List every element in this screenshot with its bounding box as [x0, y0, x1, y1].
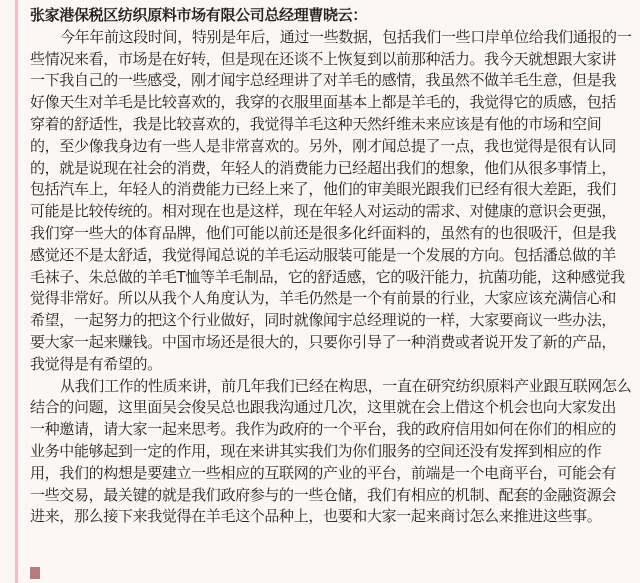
- text-line: 一些交易，最关键的就是我们政府参与的一些仓储，我们有相应的机制、配套的金融资源会: [30, 485, 617, 504]
- text-line: 毛袜子、朱总做的羊毛T恤等羊毛制品，它的舒适感，它的吸汗能力，抗菌功能，这种感觉我: [30, 267, 625, 286]
- text-line: 我们穿一些大的体育品牌，他们可能以前还是很多化纤面料的，虽然有的也很吸汗，但是我: [30, 223, 617, 242]
- speaker-title: 张家港保税区纺织原料市场有限公司总经理曹晓云：: [30, 6, 367, 24]
- text-line: 今年年前这段时间，特别是年后，通过一些数据，包括我们一些口岸单位给我们通报的一: [60, 27, 632, 46]
- text-line: 用，我们的构想是要建立一些相应的互联网的产业的平台，前端是一个电商平台，可能会有: [30, 463, 617, 482]
- end-marker: [30, 567, 40, 579]
- text-line: 些情况来看，市场是在好转，但是现在还谈不上恢复到以前那种活力。我今天就想跟大家讲: [30, 49, 617, 68]
- document-body: [30, 5, 630, 528]
- text-line: 觉得非常好。所以从我个人角度认为，羊毛仍然是一个有前景的行业，大家应该充满信心和: [30, 289, 617, 308]
- paragraph: [30, 376, 630, 529]
- text-line: 进来，那么接下来我觉得在羊毛这个品种上，也要和大家一起来商讨怎么来推进这些事。: [30, 507, 602, 526]
- text-line: 好像天生对羊毛是比较喜欢的，我穿的衣服里面基本上都是羊毛的，我觉得它的质感，包括: [30, 93, 617, 112]
- text-line: 希望，一起努力的把这个行业做好，同时就像闻宇总经理说的一样，大家要商议一些办法，: [30, 311, 617, 330]
- text-line: 从我们工作的性质来讲，前几年我们已经在构思，一直在研究纺织原料产业跟互联网怎么: [60, 376, 632, 395]
- paragraph: [30, 27, 630, 376]
- text-line: 可能是比较传统的。相对现在也是这样，现在年轻人对运动的需求、对健康的意识会更强，: [30, 202, 617, 221]
- text-line: 穿着的舒适性，我是比较喜欢的，我觉得羊毛这种天然纤维未来应该是有他的市场和空间: [30, 114, 602, 133]
- quote-border: [15, 0, 18, 583]
- text-line: 结合的问题，这里面吴会俊吴总也跟我沟通过几次，这里就在会上借这个机会也向大家发出: [30, 398, 617, 417]
- text-line: 我觉得是有希望的。: [30, 354, 162, 373]
- text-line: 一下我自己的一些感受，刚才闻宇总经理讲了对羊毛的感情，我虽然不做羊毛生意，但是我: [30, 71, 617, 90]
- text-line: 业务中能够起到一定的作用，现在来讲其实我们为你们服务的空间还没有发挥到相应的作: [30, 441, 602, 460]
- text-line: 包括汽车上，年轻人的消费能力已经上来了，他们的审美眼光跟我们已经有很大差距，我们: [30, 180, 617, 199]
- text-line: 一种邀请，请大家一起来思考。我作为政府的一个平台，我的政府信用如何在你们的相应的: [30, 420, 617, 439]
- text-line: 要大家一起来赚钱。中国市场还是很大的，只要你引导了一种消费或者说开发了新的产品，: [30, 332, 617, 351]
- text-line: 的，就是说现在社会的消费，年轻人的消费能力已经超出我们的想象，他们从很多事情上，: [30, 158, 617, 177]
- text-line: 的，至少像我身边有一些人是非常喜欢的。另外，刚才闻总提了一点，我也觉得是很有认同: [30, 136, 617, 155]
- text-line: 感觉还不是太舒适，我觉得闻总说的羊毛运动服装可能是一个发展的方向。包括潘总做的羊: [30, 245, 617, 264]
